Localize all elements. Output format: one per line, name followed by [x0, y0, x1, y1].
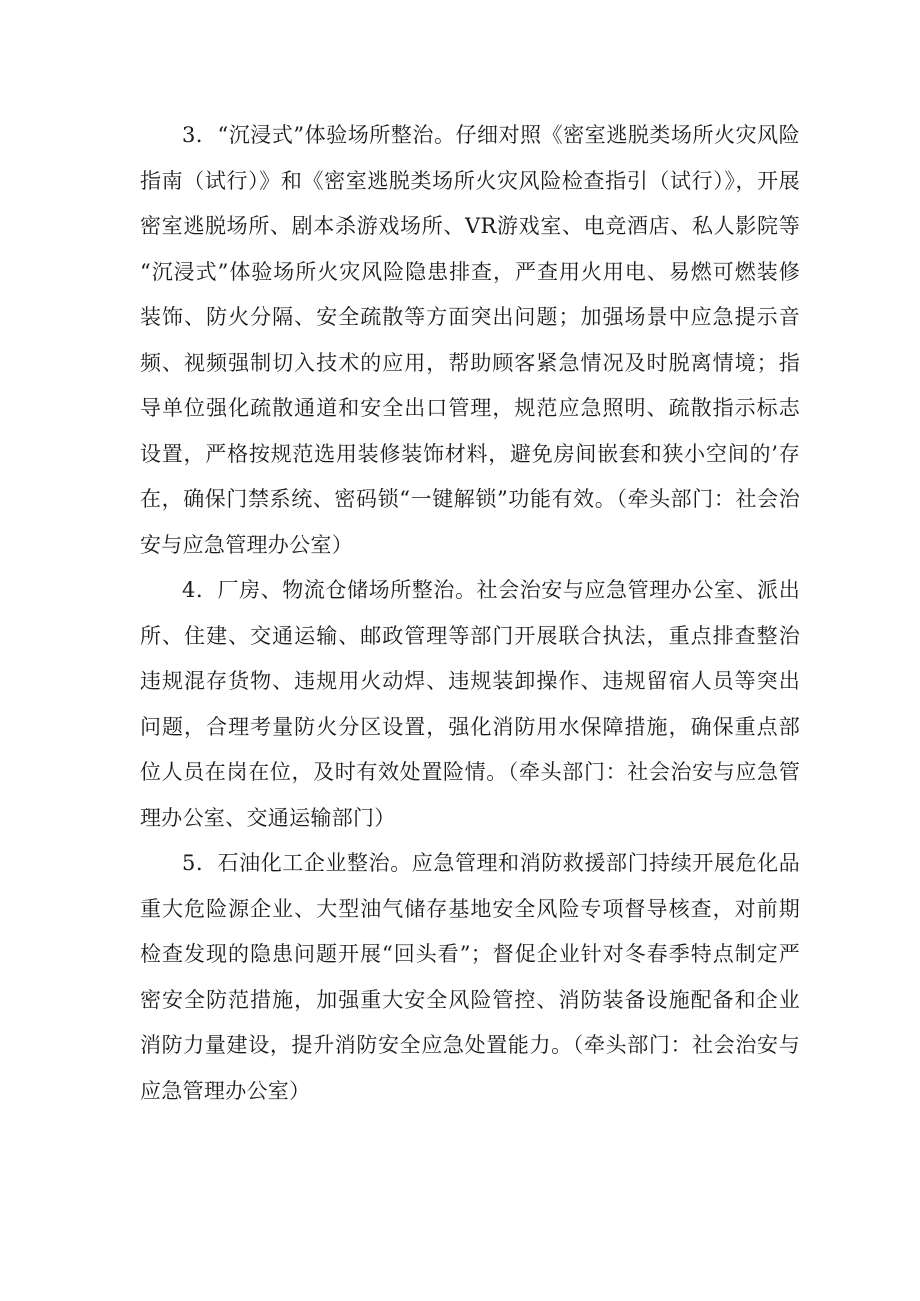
paragraph-factories-warehouses: 4．厂房、物流仓储场所整治。社会治安与应急管理办公室、派出所、住建、交通运输、邮政管理等部门开展联合执法，重点排查整治违规混存货物、违规用火动焊、违规装卸操作、违规留宿人员等突出问题，合理考量防火分区设置，强化消防用水保障措施，确保重点部位人员在岗在位，及时有效处置险情。（牵头部门：社会治安与应急管理办公室、交通运输部门） [140, 578, 800, 830]
paragraph-petrochemical: 5．石油化工企业整治。应急管理和消防救援部门持续开展危化品重大危险源企业、大型油气储存基地安全风险专项督导核查，对前期检查发现的隐患问题开展“回头看”；督促企业针对冬春季特点制定严密安全防范措施，加强重大安全风险管控、消防装备设施配备和企业消防力量建设，提升消防安全应急处置能力。（牵头部门：社会治安与应急管理办公室） [140, 851, 800, 1103]
document-body [140, 113, 800, 1114]
paragraph-immersive-venues: 3．“沉浸式”体验场所整治。仔细对照《密室逃脱类场所火灾风险指南（试行）》和《密室逃脱类场所火灾风险检查指引（试行）》，开展密室逃脱场所、剧本杀游戏场所、VR游戏室、电竞酒店、私人影院等“沉浸式”体验场所火灾风险隐患排查，严查用火用电、易燃可燃装修装饰、防火分隔、安全疏散等方面突出问题；加强场景中应急提示音频、视频强制切入技术的应用，帮助顾客紧急情况及时脱离情境；指导单位强化疏散通道和安全出口管理，规范应急照明、疏散指示标志设置，严格按规范选用装修装饰材料，避免房间嵌套和狭小空间的’存在，确保门禁系统、密码锁“一键解锁”功能有效。（牵头部门：社会治安与应急管理办公室） [140, 123, 800, 557]
